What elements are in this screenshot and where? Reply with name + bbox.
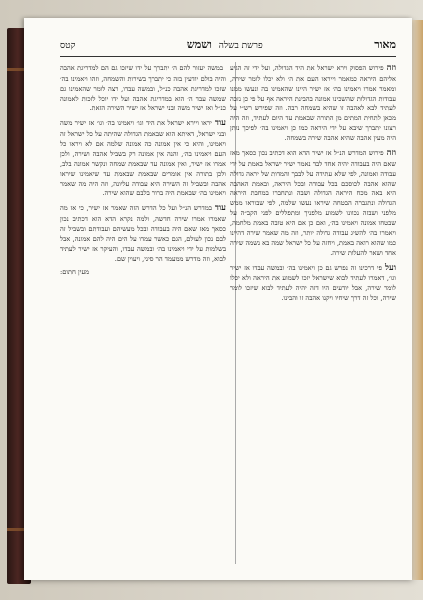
- paragraph: [230, 62, 396, 144]
- running-header: [60, 38, 396, 57]
- paragraph-lead: עוד: [214, 118, 226, 129]
- paragraph: [230, 262, 396, 304]
- paragraph-lead: וזה: [386, 147, 396, 158]
- header-title: מאור: [374, 38, 396, 51]
- paragraph-text: במדרש הנ״ל ועל כל הדרש הזה שאמר אז ישיר, כי אז מה שאמרו אמרו שירה חדשה, ולמה נקרא הדא הוא דכתיב נכון כסאך מאז שאם היה בעבודה ובכל מעשיהם ועבודתם ובשביל זה לבם נכון לעולם, הגם כאשר עמדו על הים היה להם אמונה, אבל בשלמות על ידי ויאמינו בה׳ ובמשה עבדו, והעיקר אז ישיר לעתיד לבוא, וזה מדרש ממעמד הר סיני, ויעוין שם.: [60, 204, 226, 263]
- closing-note: מעין חתום:: [60, 267, 90, 276]
- paragraph-text: פי דרכינו זה נפרש גם כן ויאמינו בה׳ ובמשה עבדו אז ישיר וגו׳, דאמרו לעתיד לבוא שישראל יזכו לשמוע את היראה ולא יכלו לומר שירה, אבל יודעים היו דזה יהיה לעתיד לבוא שיזכו לומר שירה, וכל זה דרך שיחיו ויקנו אהבה זו והבינו.: [230, 263, 396, 303]
- paragraph-lead: ועל: [385, 262, 396, 273]
- paragraph-text: יראו ויירא ישראל את היד וגו׳ ויאמינו בה׳ וגו׳ אז ישיר משה ובני ישראל, דאיתא הוא שבאמת הגדולה שהיתה על כל ישראל זה ויאמינו, והיא כי אין אמונה כה אמונה שלמה אם לא ויראו כל העם ויאמינו בה׳, והנה אין אמונה רק בשביל אהבה ושירה, ולכן אמרו אז ישיר, ואין אמונה עד שבאמת שמחה ונקשר אמונה בלב, ולכן בתורה אין אומרים שבאמת שבאמת עד שיאמינו שיראו אהבה ובשביל זה השירה היא עבודה עליונה, וזה היה מה שאמר ויאמינו בה׳ שבאמת היה ברור בלבם שהוא שירה.: [60, 119, 226, 198]
- paragraph-text: פירוש הפסוק וירא ישראל את היד הגדולה, ועל ידי זה הגיע אליהם היראה כמאמר וייראו העם את ה׳ ולא יכלו לומר שירה, ומאמר אמרו ויאמינו בה׳ אז ישיר היינו שהאמינו בה ונעשו ממנו עבודות הגדולות שהשכינו אמונה בהבינת היראה אף על פי כן נזכה לעתיד לבא לאהבה זו שהיא בשמחה רבה. וזה שפירש רש״י על מכאן לתחית המתים מן התורה שבאמת עד היום לעתיד, וזה היה רצונו יתברך שיבא על ידי היראה כמו כן ויאמינו בה׳ לפיכך נותן היה מעין אהבה שהיא אהבה שירה בשמחה.: [230, 64, 396, 143]
- paragraph-text: פירוש המדרש הנ״ל אז ישיר הדא הוא דכתיב נכון כסאך מאז שאם היה בעבודה יהיה אחד לבד נאמר ישיר ישראל באמת על ידי עבודה ואמונה, לפי שלא עתידה על לבבך והמדות של יראה גדולה שהוא אהבה לכוסכם בכל עבודה ובכל היראה, ובאמת האהבה היא באה מכח היראה הגדולה ושבה ונתחברו במחבת היראה הגדולה ונתגברה הבטחה שיראו נעשו שלמה, לפי שבוראו ממש מלפני ושבזה נכוונו לשמוע מלפניך ומתפללים לפני הקב״ה על שבטחו אמונה ויאמינו בה׳, ואם כן אם היא טובה באמת מלחמה, ויאמרו בה׳ להשיג עבודה גדולה יותר, וזה מה שאמר שירה דהיינו כמו שהוא רואה באמת, ויחזה על כל ישראל שמה בא נשמה שירה אחד ושאר להעלות שירה.: [230, 148, 396, 257]
- header-subtitle: ושמש: [186, 38, 212, 51]
- paragraph-text: במשה יעזור להם ה׳ יתברך על ידו שיזכו גם הם למדריגת אהבה והיה בולם יודעין בזה כי יתברך בשירות והשמחה, וזהו ויאמינו בה׳ שזכו למדריגת אהבה כנ״ל, ובמשה עבדו, רצה לומר שהאמינו גם שמשה עבד ה׳ הוא במדריגת אהבה ועל ידו יוכל לזכות לאמונה כנ״ל ואז ישיר משה ובני ישראל אז ישיר השירה הזאת.: [60, 64, 226, 113]
- paragraph-lead: עוד: [214, 203, 226, 214]
- paragraph: [230, 147, 396, 259]
- right-column: [230, 62, 396, 564]
- header-section: [187, 38, 263, 51]
- paragraph: [60, 62, 226, 114]
- header-portion: פרשת בשלה: [218, 41, 263, 51]
- paragraph: [60, 202, 226, 264]
- left-column: [60, 62, 226, 564]
- paragraph: [60, 117, 226, 199]
- page-number: קטס: [60, 41, 76, 51]
- book-page: [24, 18, 412, 580]
- paragraph-lead: וזה: [386, 63, 396, 73]
